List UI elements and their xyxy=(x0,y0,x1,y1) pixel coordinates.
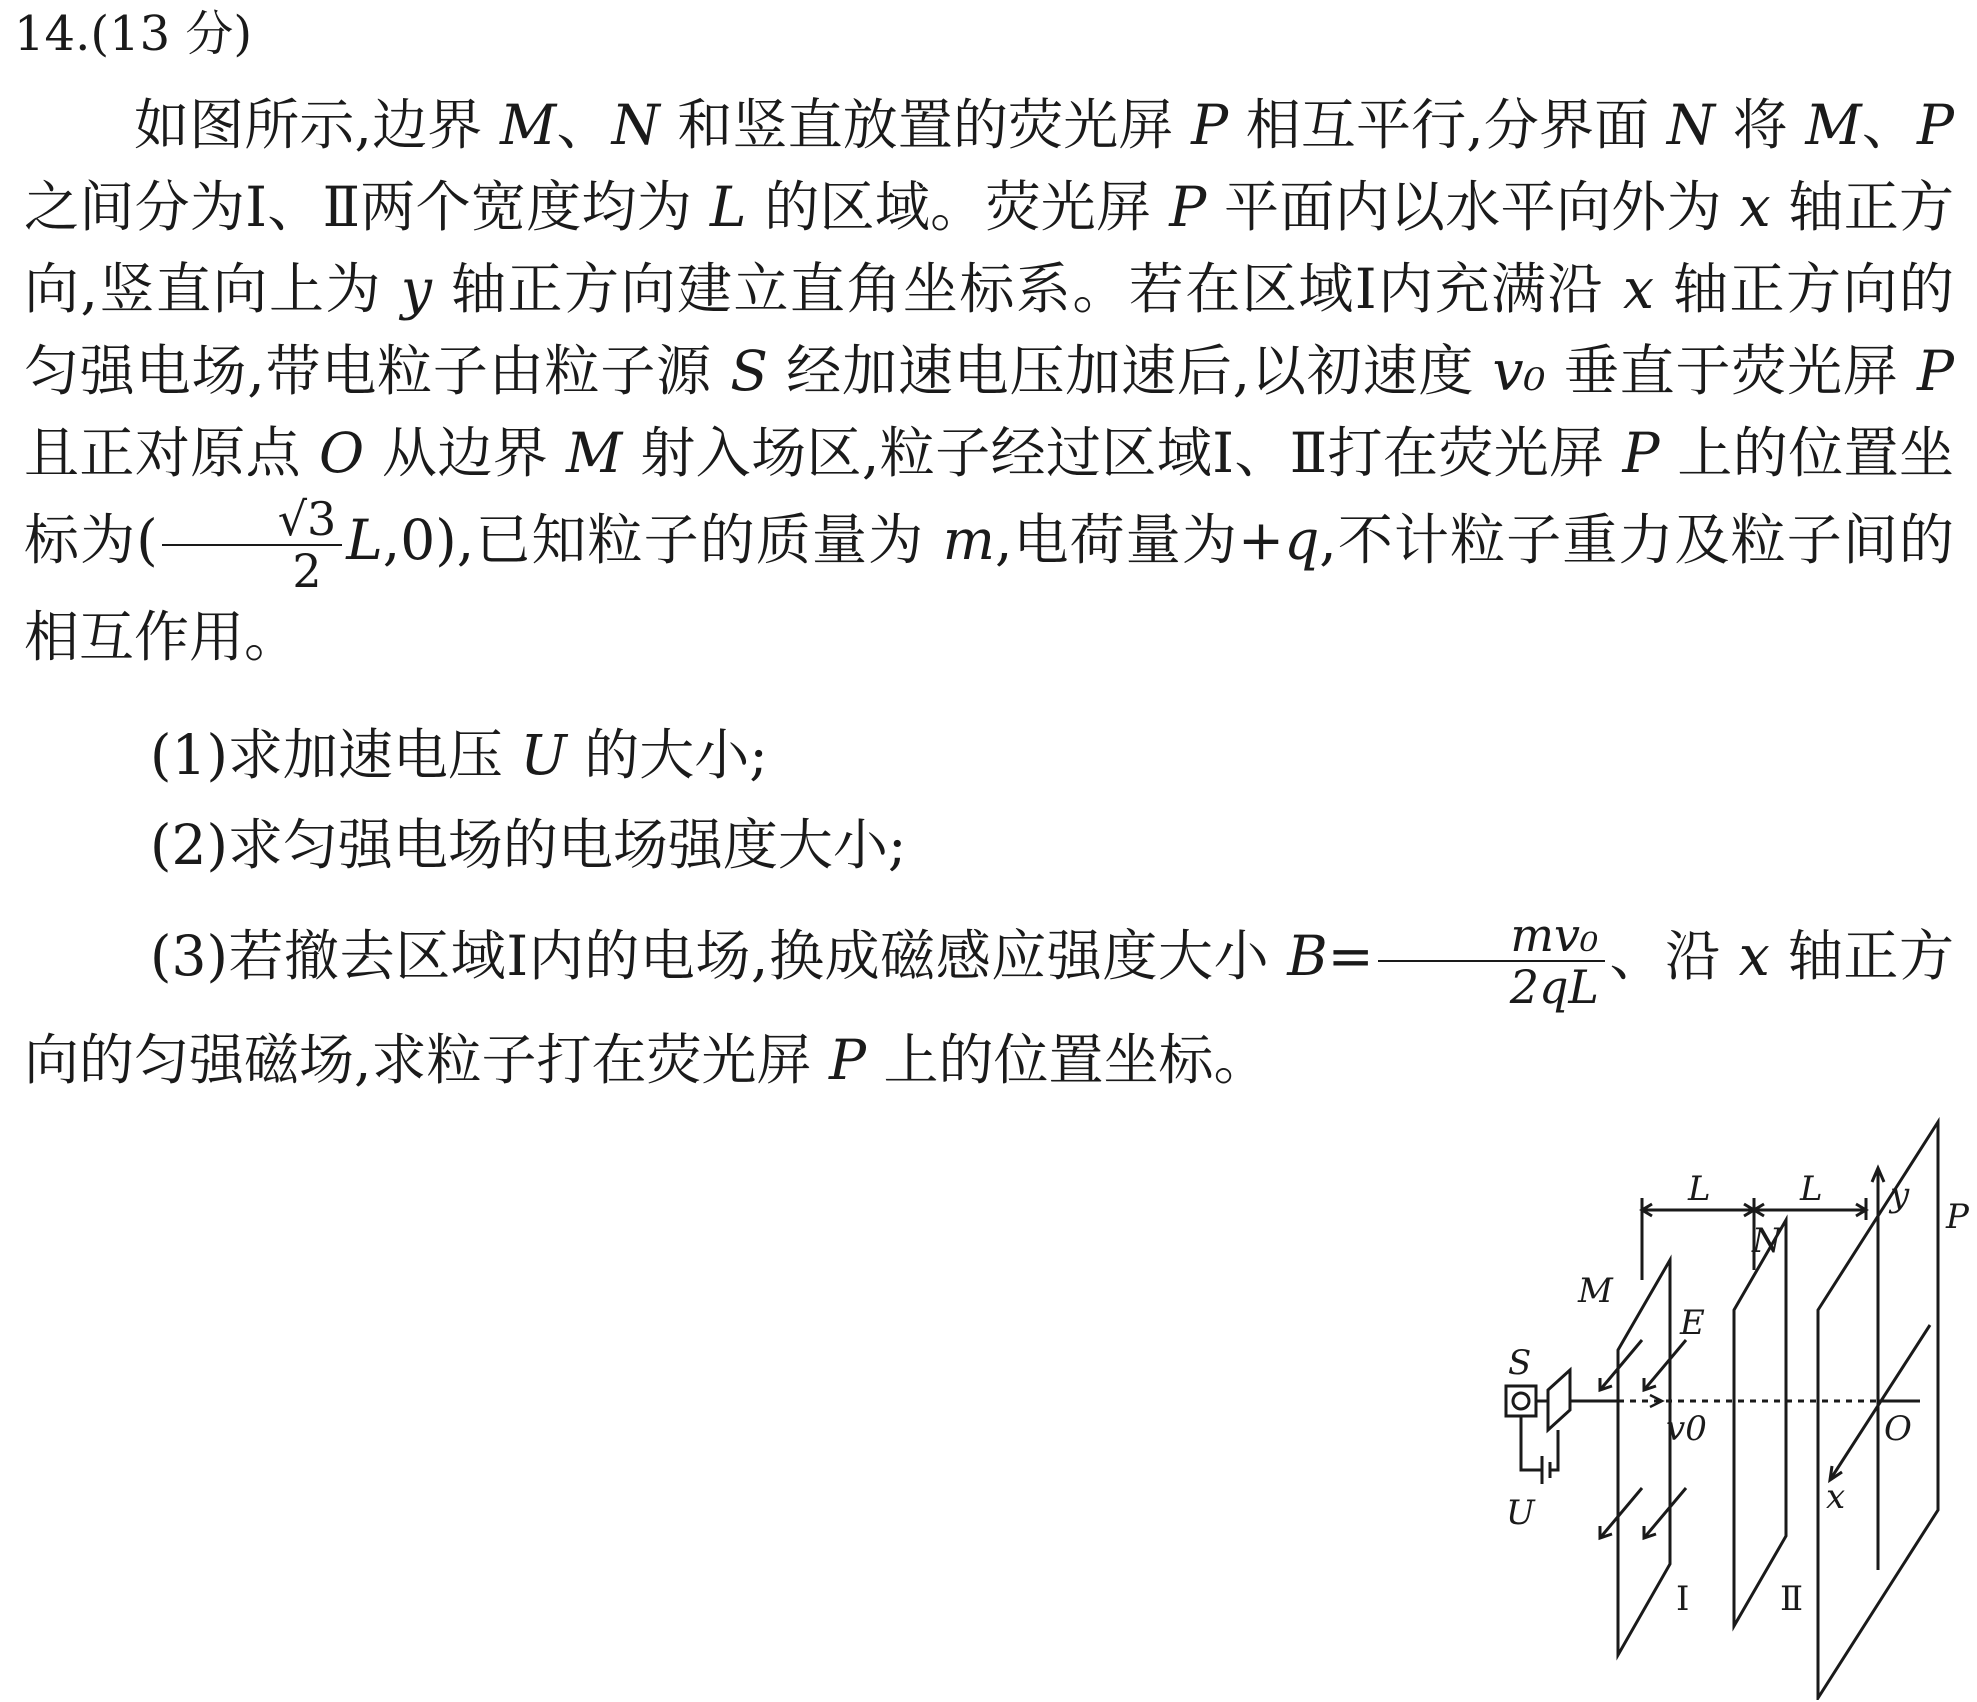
plate-M xyxy=(1618,1260,1670,1655)
label-region-II: Ⅱ xyxy=(1780,1579,1804,1619)
label-O: O xyxy=(1884,1409,1912,1449)
e-field-arrow xyxy=(1644,1488,1686,1538)
label-region-I: Ⅰ xyxy=(1676,1579,1690,1619)
e-field-arrow xyxy=(1644,1340,1686,1390)
e-field-arrow xyxy=(1600,1488,1642,1538)
plate-N xyxy=(1734,1220,1786,1626)
source-S xyxy=(1506,1386,1536,1416)
label-x: x xyxy=(1826,1477,1846,1517)
label-v0: v0 xyxy=(1666,1409,1707,1449)
label-E: E xyxy=(1680,1303,1705,1343)
fraction-sqrt3-over-2: $\frac{√3}{2}$ xyxy=(162,494,343,596)
sub-question-3: (3)若撤去区域Ⅰ内的电场,换成磁感应强度大小 B= $\frac{\text{mv₀}}{2qL}$ 、沿 x 轴正方向的匀强磁场,求粒子打在荧光屏 P 上的位置坐标。 xyxy=(24,908,1954,1092)
question-number-score: 14.(13 分) xyxy=(14,6,253,62)
accelerating-plate xyxy=(1548,1370,1570,1430)
sub-question-1: (1)求加速电压 U 的大小; xyxy=(150,723,768,787)
fraction-mv0-over-2qL: $\frac{\text{mv₀}}{2qL}$ xyxy=(1378,910,1605,1012)
label-P: P xyxy=(1946,1197,1969,1237)
question-stem: 如图所示,边界 M、N 和竖直放置的荧光屏 P 相互平行,分界面 N 将 M、P 之间分为Ⅰ、Ⅱ两个宽度均为 L 的区域。荧光屏 P 平面内以水平向外为 x 轴正方向,竖直向上为 y 轴正方向建立直角坐标系。若在区域Ⅰ内充满沿 x 轴正方向的匀强电场,带电粒子由粒子源 S 经加速电压加速后,以初速度 v₀ 垂直于荧光屏 P 且正对原点 O 从边界 M 射入场区,粒子经过区域Ⅰ、Ⅱ打在荧光屏 P 上的位置坐标为( $\frac{√3}{2}$ L,0),已知粒子的质量为 m,电荷量为+q,不计粒子重力及粒子间的相互作用。 xyxy=(24,93,1955,669)
label-M: M xyxy=(1578,1271,1613,1311)
sub-question-2: (2)求匀强电场的电场强度大小; xyxy=(150,813,907,877)
label-L2: L xyxy=(1800,1169,1823,1209)
label-U: U xyxy=(1506,1493,1535,1533)
label-N: N xyxy=(1752,1221,1782,1261)
label-y: y xyxy=(1890,1175,1910,1215)
label-S: S xyxy=(1508,1343,1532,1383)
label-L1: L xyxy=(1688,1169,1711,1209)
physics-diagram xyxy=(1490,1110,1970,1700)
